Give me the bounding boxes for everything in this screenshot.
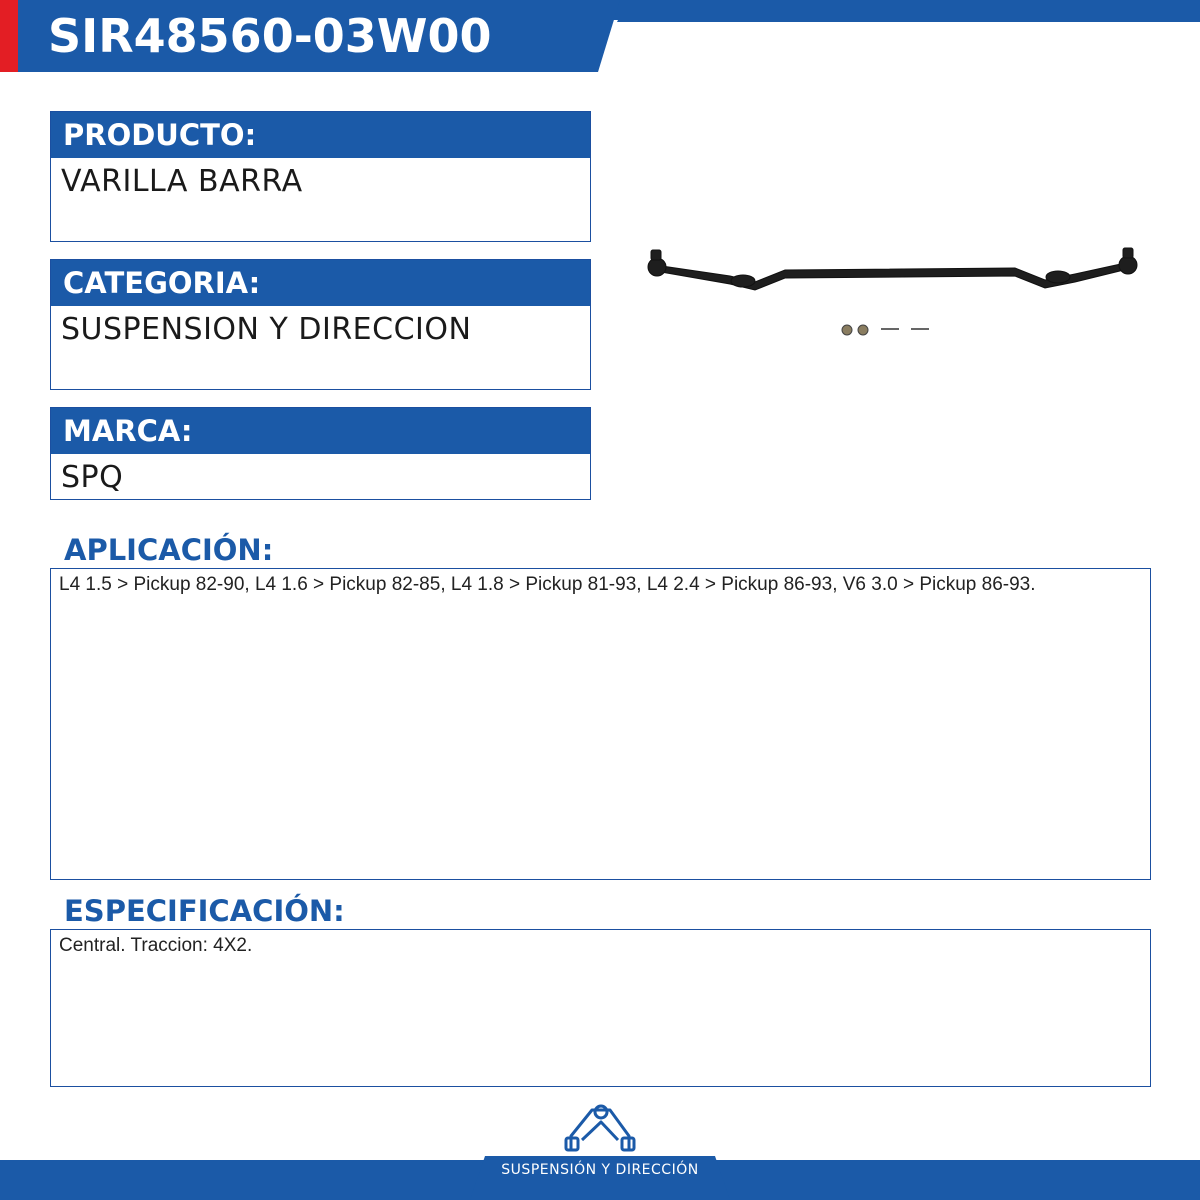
footer-banner-shape	[0, 1100, 1200, 1200]
producto-box	[50, 111, 591, 242]
product-image	[635, 230, 1150, 350]
tie-rod-illustration	[635, 230, 1150, 350]
categoria-label: CATEGORIA:	[51, 260, 590, 306]
aplicacion-text: L4 1.5 > Pickup 82-90, L4 1.6 > Pickup 82-85, L4 1.8 > Pickup 81-93, L4 2.4 > Pickup 86-93, V6 3.0 > Pickup 86-93.	[59, 574, 1036, 595]
especificacion-text: Central. Traccion: 4X2.	[59, 935, 253, 956]
part-number-title: SIR48560-03W00	[48, 9, 492, 63]
footer-bar	[0, 1100, 1200, 1200]
control-arm-icon	[566, 1106, 634, 1150]
marca-box	[50, 407, 591, 500]
categoria-value: SUSPENSION Y DIRECCION	[61, 312, 472, 347]
producto-value: VARILLA BARRA	[61, 164, 303, 199]
aplicacion-title: APLICACIÓN:	[64, 533, 274, 567]
especificacion-panel	[50, 929, 1151, 1087]
especificacion-title: ESPECIFICACIÓN:	[64, 894, 345, 928]
footer-category-label: SUSPENSIÓN Y DIRECCIÓN	[501, 1162, 699, 1178]
header-bar	[0, 0, 1200, 72]
marca-value: SPQ	[61, 460, 124, 495]
aplicacion-panel	[50, 568, 1151, 880]
marca-label: MARCA:	[51, 408, 590, 454]
categoria-box	[50, 259, 591, 390]
producto-label: PRODUCTO:	[51, 112, 590, 158]
